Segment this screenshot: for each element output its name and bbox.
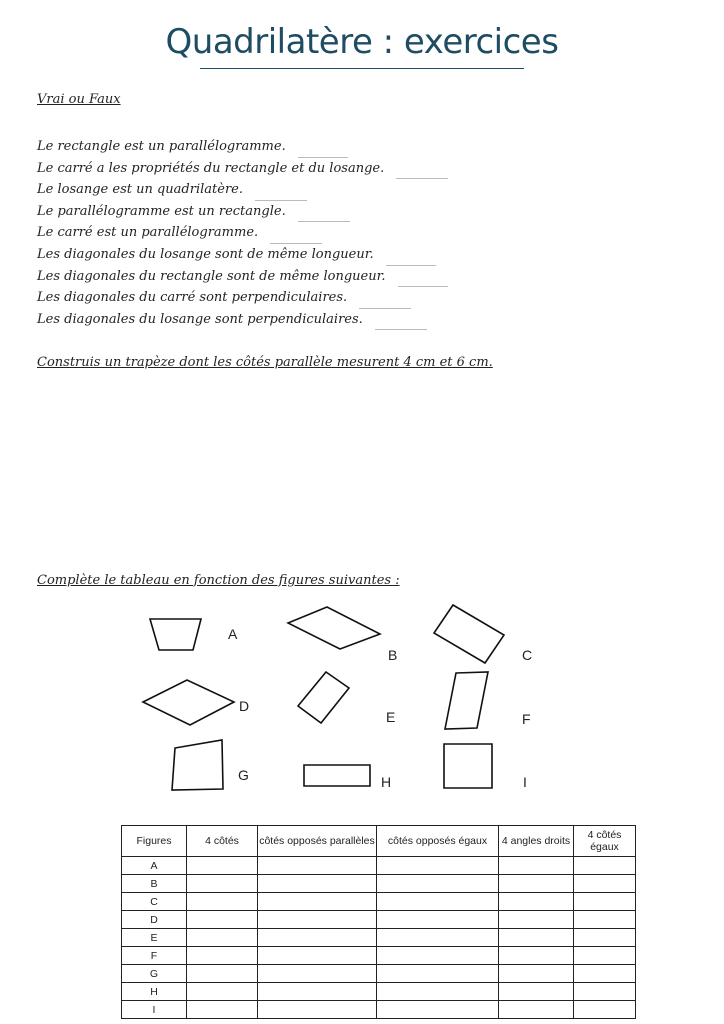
answer-blank[interactable] (398, 274, 448, 287)
answer-blank[interactable] (298, 145, 348, 158)
statement-item: Le carré est un parallélogramme. (37, 222, 448, 244)
page-title: Quadrilatère : exercices (165, 22, 559, 62)
table-cell[interactable] (377, 965, 499, 983)
table-cell[interactable] (187, 893, 258, 911)
table-row (122, 947, 636, 965)
statement-item: Le losange est un quadrilatère. (37, 179, 448, 201)
figure-label-a: A (228, 626, 238, 642)
col-header-angles-droits: 4 angles droits (499, 826, 574, 857)
table-cell[interactable] (187, 983, 258, 1001)
col-header-opposes-egaux: côtés opposés égaux (377, 826, 499, 857)
table-cell[interactable] (377, 929, 499, 947)
statement-item: Le parallélogramme est un rectangle. (37, 201, 448, 223)
figure-c-rectangle (434, 605, 504, 663)
table-cell[interactable] (377, 947, 499, 965)
answer-blank[interactable] (396, 166, 448, 179)
table-cell[interactable] (377, 1001, 499, 1019)
statement-item: Les diagonales du rectangle sont de même longueur. (37, 266, 448, 288)
table-cell[interactable] (187, 947, 258, 965)
figure-label-g: G (238, 767, 249, 783)
properties-table (121, 825, 636, 1019)
figure-label-b: B (388, 647, 398, 663)
row-label: I (122, 1001, 187, 1019)
table-cell[interactable] (187, 911, 258, 929)
section-heading-vrai-faux: Vrai ou Faux (37, 92, 121, 107)
figure-label-i: I (523, 774, 527, 790)
col-header-figures: Figures (122, 826, 187, 857)
table-cell[interactable] (377, 875, 499, 893)
table-header-row (122, 826, 636, 857)
table-row (122, 983, 636, 1001)
table-cell[interactable] (377, 857, 499, 875)
statement-list (37, 136, 448, 330)
figure-b-parallelogram (288, 607, 380, 649)
table-cell[interactable] (258, 965, 377, 983)
row-label: B (122, 875, 187, 893)
figure-label-f: F (522, 711, 531, 727)
row-label: D (122, 911, 187, 929)
table-cell[interactable] (377, 983, 499, 1001)
table-cell[interactable] (574, 965, 636, 983)
table-row (122, 911, 636, 929)
table-cell[interactable] (574, 983, 636, 1001)
table-cell[interactable] (187, 875, 258, 893)
row-label: G (122, 965, 187, 983)
table-cell[interactable] (258, 911, 377, 929)
row-label: A (122, 857, 187, 875)
table-cell[interactable] (258, 983, 377, 1001)
table-cell[interactable] (258, 929, 377, 947)
table-row (122, 875, 636, 893)
table-cell[interactable] (187, 857, 258, 875)
figure-label-d: D (239, 698, 250, 714)
table-cell[interactable] (187, 929, 258, 947)
figure-i-square (444, 744, 492, 788)
table-cell[interactable] (377, 893, 499, 911)
figure-e-rectangle (298, 672, 349, 723)
table-cell[interactable] (499, 875, 574, 893)
table-cell[interactable] (258, 1001, 377, 1019)
table-cell[interactable] (499, 893, 574, 911)
row-label: E (122, 929, 187, 947)
table-cell[interactable] (574, 911, 636, 929)
table-cell[interactable] (187, 1001, 258, 1019)
table-row (122, 857, 636, 875)
figure-h-rectangle (304, 765, 370, 786)
table-cell[interactable] (187, 965, 258, 983)
table-row (122, 965, 636, 983)
table-cell[interactable] (574, 893, 636, 911)
answer-blank[interactable] (375, 317, 427, 330)
statement-item: Les diagonales du carré sont perpendiculaires. (37, 287, 448, 309)
col-header-4-cotes-egaux: 4 côtés égaux (574, 826, 636, 857)
title-underline (200, 68, 524, 69)
row-label: F (122, 947, 187, 965)
answer-blank[interactable] (386, 253, 436, 266)
answer-blank[interactable] (298, 209, 350, 222)
col-header-4-cotes: 4 côtés (187, 826, 258, 857)
figure-label-h: H (381, 774, 392, 790)
table-row (122, 1001, 636, 1019)
table-cell[interactable] (499, 911, 574, 929)
table-cell[interactable] (499, 947, 574, 965)
answer-blank[interactable] (270, 231, 322, 244)
row-label: C (122, 893, 187, 911)
table-cell[interactable] (499, 965, 574, 983)
figure-a-trapezoid (150, 619, 201, 650)
statement-item: Les diagonales du losange sont de même longueur. (37, 244, 448, 266)
table-cell[interactable] (499, 1001, 574, 1019)
answer-blank[interactable] (359, 296, 411, 309)
figure-g-quadrilateral (172, 740, 223, 790)
table-cell[interactable] (499, 857, 574, 875)
section-heading-trapeze: Construis un trapèze dont les côtés parallèle mesurent 4 cm et 6 cm. (37, 355, 493, 370)
row-label: H (122, 983, 187, 1001)
statement-item: Le rectangle est un parallélogramme. (37, 136, 448, 158)
table-cell[interactable] (574, 857, 636, 875)
figures-diagram (0, 595, 724, 820)
statement-item: Les diagonales du losange sont perpendiculaires. (37, 309, 448, 331)
table-cell[interactable] (258, 947, 377, 965)
col-header-opposes-paralleles: côtés opposés parallèles (258, 826, 377, 857)
table-row (122, 893, 636, 911)
table-cell[interactable] (574, 1001, 636, 1019)
table-cell[interactable] (499, 929, 574, 947)
table-cell[interactable] (258, 875, 377, 893)
table-cell[interactable] (499, 983, 574, 1001)
table-cell[interactable] (258, 857, 377, 875)
table-cell[interactable] (258, 893, 377, 911)
table-cell[interactable] (377, 911, 499, 929)
table-cell[interactable] (574, 947, 636, 965)
figure-label-e: E (386, 709, 396, 725)
statement-item: Le carré a les propriétés du rectangle et du losange. (37, 158, 448, 180)
section-heading-tableau: Complète le tableau en fonction des figures suivantes : (37, 573, 400, 588)
table-cell[interactable] (574, 929, 636, 947)
table-row (122, 929, 636, 947)
table-cell[interactable] (574, 875, 636, 893)
figure-d-rhombus (143, 680, 234, 725)
figure-label-c: C (522, 647, 533, 663)
answer-blank[interactable] (255, 188, 307, 201)
figure-f-parallelogram (445, 672, 488, 729)
